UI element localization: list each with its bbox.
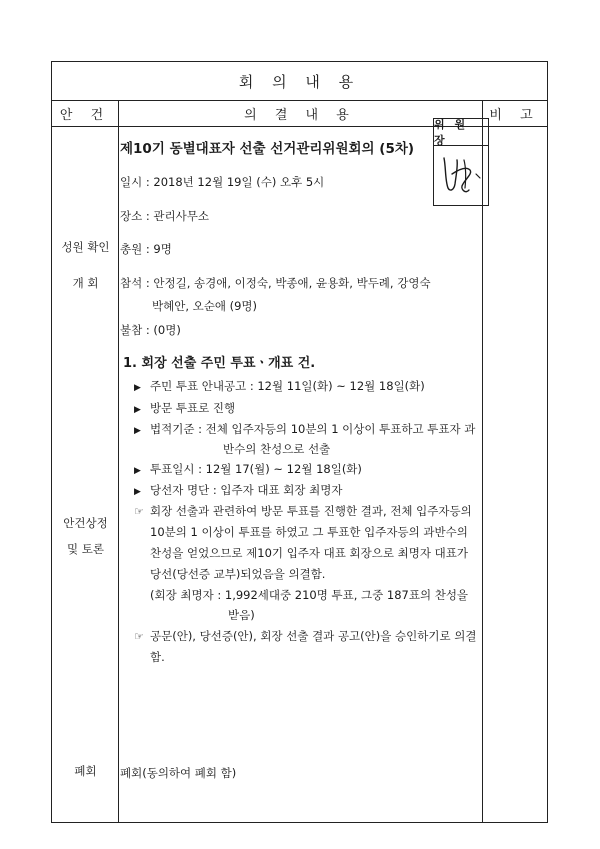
column-divider-right — [482, 100, 483, 822]
pointing-hand-icon: ☞ — [134, 505, 144, 518]
resolution-note-line: 받음) — [228, 608, 255, 622]
resolution-note: ☞ 공문(안), 당선증(안), 회장 선출 결과 공고(안)을 승인하기로 의결 — [134, 629, 477, 643]
meeting-absent: 불참 : (0명) — [120, 323, 181, 337]
meeting-attendees-cont: 박혜안, 오순애 (9명) — [152, 299, 258, 313]
resolution-note-line: 10분의 1 이상이 투표를 하였고 그 투표한 입주자등의 과반수의 — [150, 525, 468, 539]
resolution-note: ☞ 회장 선출과 관련하여 방문 투표를 진행한 결과, 전체 입주자등의 — [134, 504, 472, 518]
pointing-hand-icon: ☞ — [134, 630, 144, 643]
agenda-bullet: ▶ 투표일시 : 12월 17(월) ~ 12월 18일(화) — [134, 462, 362, 476]
resolution-note-line: 찬성을 얻었으므로 제10기 입주자 대표 회장으로 최명자 대표가 — [150, 546, 468, 560]
meeting-place: 장소 : 관리사무소 — [120, 209, 209, 223]
label-opening: 개 회 — [72, 276, 99, 290]
column-divider-left — [118, 100, 119, 822]
meeting-title: 제10기 동별대표자 선출 선거관리위원회의 (5차) — [120, 141, 415, 157]
label-quorum: 성원 확인 — [61, 240, 110, 254]
label-agenda-discussion-1: 안건상정 — [63, 516, 108, 530]
agenda-bullet: ▶ 주민 투표 안내공고 : 12월 11일(화) ~ 12월 18일(화) — [134, 379, 425, 393]
meeting-total: 총원 : 9명 — [120, 242, 172, 256]
agenda-bullet: ▶ 당선자 명단 : 입주자 대표 회장 최명자 — [134, 483, 343, 497]
triangle-bullet-icon: ▶ — [134, 487, 141, 497]
chair-signature-box — [433, 118, 489, 206]
label-closing: 폐회 — [74, 764, 97, 778]
triangle-bullet-icon: ▶ — [134, 383, 141, 393]
meeting-datetime: 일시 : 2018년 12월 19일 (수) 오후 5시 — [120, 175, 325, 189]
triangle-bullet-icon: ▶ — [134, 405, 141, 415]
resolution-note-line: 당선(당선증 교부)되었음을 의결함. — [150, 567, 326, 581]
agenda-section-title: 1. 회장 선출 주민 투표ㆍ개표 건. — [123, 356, 316, 371]
resolution-note-line: 함. — [150, 650, 165, 664]
agenda-bullet-continuation: 반수의 찬성으로 선출 — [223, 442, 331, 456]
closing-text: 폐회(동의하여 폐회 함) — [120, 766, 237, 780]
header-agenda: 안 건 — [59, 107, 111, 123]
triangle-bullet-icon: ▶ — [134, 426, 141, 436]
document-title: 회 의 내 용 — [238, 72, 361, 91]
triangle-bullet-icon: ▶ — [134, 466, 141, 476]
meeting-attendees: 참석 : 안정길, 송경애, 이정숙, 박종애, 윤용화, 박두례, 강영숙 — [120, 276, 431, 290]
agenda-bullet: ▶ 법적기준 : 전체 입주자등의 10분의 1 이상이 투표하고 투표자 과 — [134, 422, 476, 436]
header-resolution: 의 결 내 용 — [244, 107, 356, 123]
header-remarks: 비 고 — [489, 107, 540, 123]
signature-mark — [436, 150, 486, 202]
resolution-note-line: (회장 최명자 : 1,992세대중 210명 투표, 그중 187표의 찬성을 — [150, 588, 469, 602]
chair-label: 위 원 장 — [434, 119, 488, 146]
label-agenda-discussion-2: 및 토론 — [67, 542, 104, 556]
agenda-bullet: ▶ 방문 투표로 진행 — [134, 401, 236, 415]
